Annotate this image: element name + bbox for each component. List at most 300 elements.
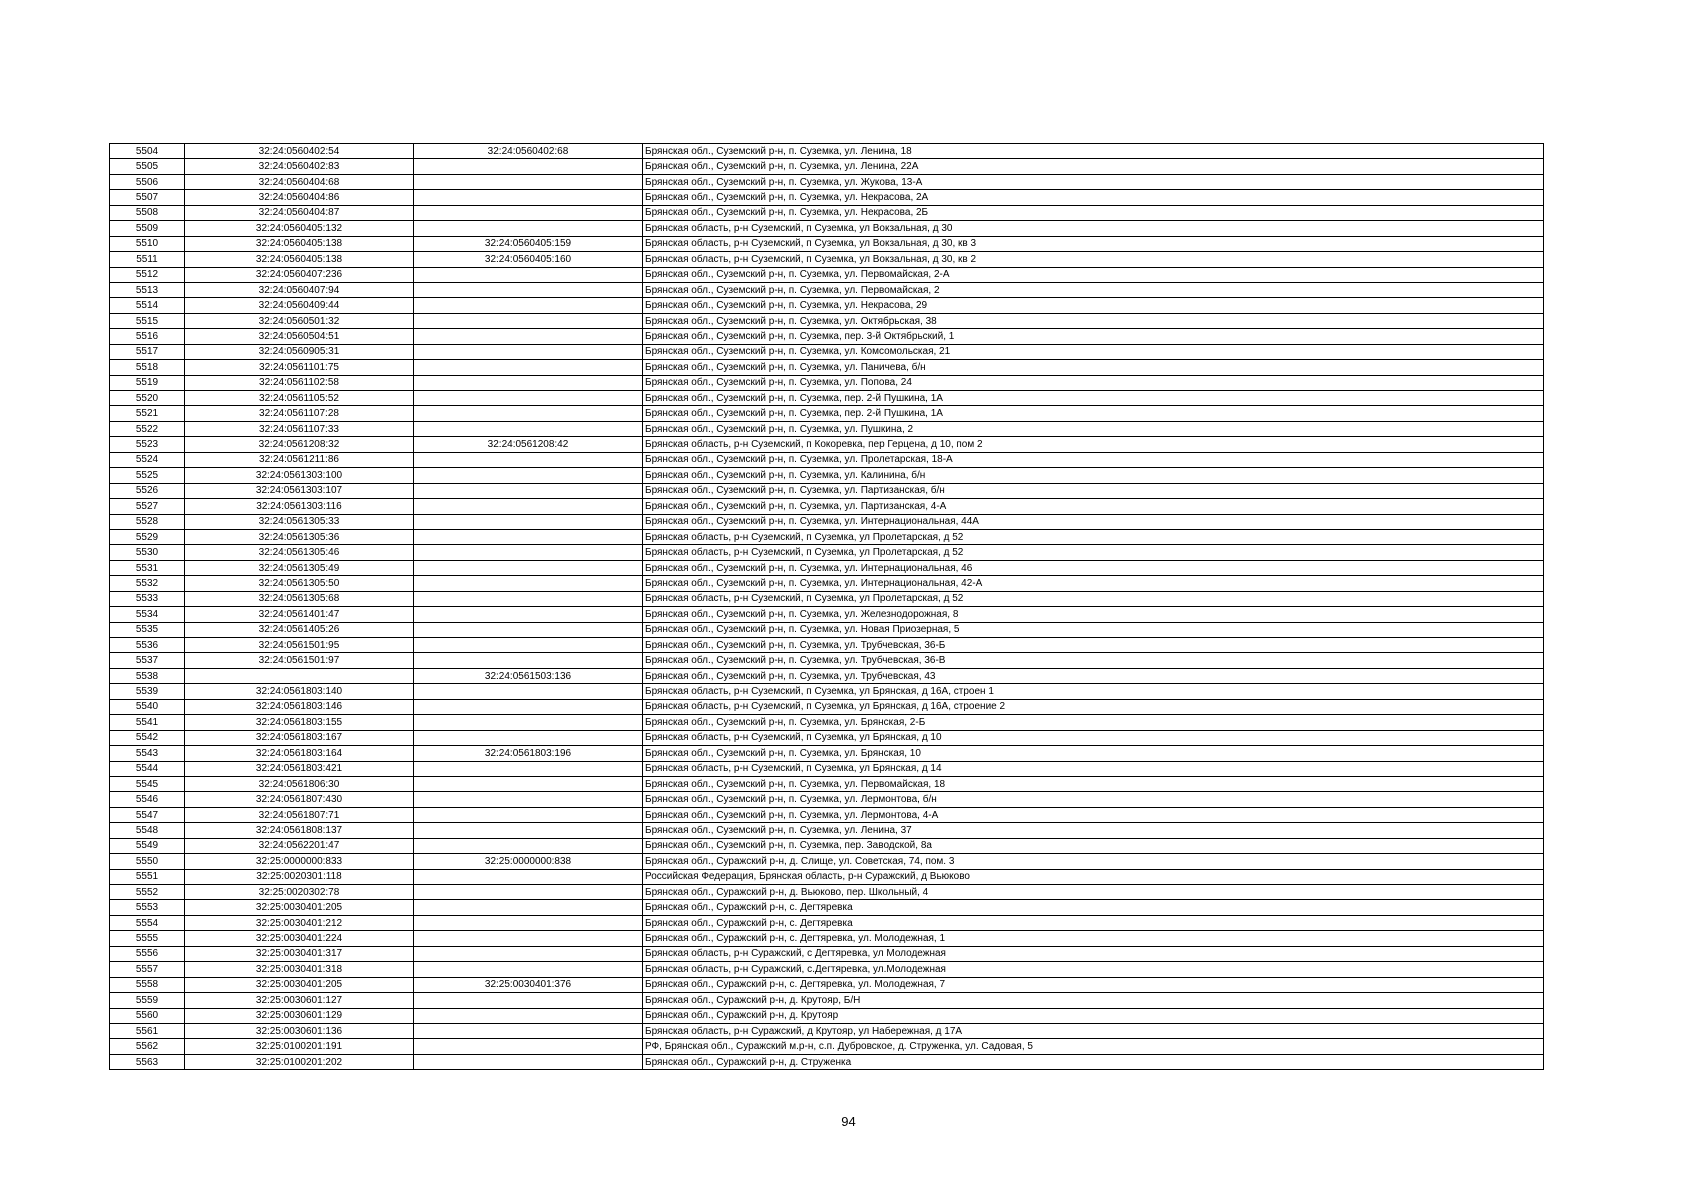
- related-cadastral-number-cell: [414, 638, 643, 653]
- address-cell: Брянская область, р-н Суземский, п Суземка, ул Брянская, д 10: [643, 730, 1544, 745]
- cadastral-number-cell: 32:25:0020302:78: [185, 885, 414, 900]
- related-cadastral-number-cell: [414, 993, 643, 1008]
- table-row: [110, 344, 1544, 359]
- address-cell: Брянская обл., Суземский р-н, п. Суземка, ул. Лермонтова, 4-А: [643, 807, 1544, 822]
- address-cell: Брянская обл., Суземский р-н, п. Суземка, ул. Паничева, б/н: [643, 360, 1544, 375]
- cadastral-number-cell: 32:24:0561303:100: [185, 468, 414, 483]
- address-cell: Брянская обл., Суземский р-н, п. Суземка, ул. Некрасова, 2А: [643, 190, 1544, 205]
- row-number-cell: 5558: [110, 977, 185, 992]
- table-row: [110, 205, 1544, 220]
- address-cell: Брянская обл., Суземский р-н, п. Суземка, ул. Интернациональная, 44А: [643, 514, 1544, 529]
- address-cell: Брянская область, р-н Суземский, п Суземка, ул Брянская, д 14: [643, 761, 1544, 776]
- address-cell: Брянская обл., Суземский р-н, п. Суземка, пер. Заводской, 8а: [643, 838, 1544, 853]
- row-number-cell: 5509: [110, 221, 185, 236]
- table-row: [110, 282, 1544, 297]
- cadastral-number-cell: 32:24:0560404:68: [185, 174, 414, 189]
- cadastral-number-cell: 32:24:0560405:138: [185, 236, 414, 251]
- cadastral-number-cell: 32:24:0561803:140: [185, 684, 414, 699]
- address-cell: Брянская обл., Суражский р-н, с. Дегтяревка: [643, 900, 1544, 915]
- table-row: [110, 421, 1544, 436]
- cadastral-number-cell: 32:24:0561105:52: [185, 391, 414, 406]
- table-row: [110, 468, 1544, 483]
- related-cadastral-number-cell: [414, 823, 643, 838]
- table-row: [110, 236, 1544, 251]
- row-number-cell: 5522: [110, 421, 185, 436]
- cadastral-number-cell: 32:24:0561807:71: [185, 807, 414, 822]
- cadastral-number-cell: 32:24:0561401:47: [185, 607, 414, 622]
- related-cadastral-number-cell: [414, 159, 643, 174]
- address-cell: Брянская обл., Суземский р-н, п. Суземка, ул. Попова, 24: [643, 375, 1544, 390]
- table-row: [110, 221, 1544, 236]
- address-cell: Брянская обл., Суземский р-н, п. Суземка, ул. Ленина, 22А: [643, 159, 1544, 174]
- row-number-cell: 5505: [110, 159, 185, 174]
- row-number-cell: 5504: [110, 144, 185, 159]
- row-number-cell: 5528: [110, 514, 185, 529]
- row-number-cell: 5512: [110, 267, 185, 282]
- row-number-cell: 5553: [110, 900, 185, 915]
- related-cadastral-number-cell: [414, 1039, 643, 1054]
- cadastral-number-cell: 32:25:0030401:205: [185, 900, 414, 915]
- related-cadastral-number-cell: [414, 514, 643, 529]
- table-row: [110, 869, 1544, 884]
- cadastral-number-cell: 32:25:0030401:212: [185, 915, 414, 930]
- cadastral-number-cell: 32:25:0100201:191: [185, 1039, 414, 1054]
- related-cadastral-number-cell: [414, 838, 643, 853]
- address-cell: Брянская область, р-н Суземский, п Суземка, ул Вокзальная, д 30, кв 3: [643, 236, 1544, 251]
- cadastral-number-cell: 32:24:0560405:132: [185, 221, 414, 236]
- cadastral-number-cell: 32:25:0030401:317: [185, 946, 414, 961]
- cadastral-number-cell: 32:24:0561305:49: [185, 560, 414, 575]
- row-number-cell: 5514: [110, 298, 185, 313]
- row-number-cell: 5531: [110, 560, 185, 575]
- address-cell: Брянская обл., Суземский р-н, п. Суземка, ул. Первомайская, 18: [643, 776, 1544, 791]
- cadastral-number-cell: 32:24:0561803:421: [185, 761, 414, 776]
- related-cadastral-number-cell: [414, 946, 643, 961]
- row-number-cell: 5525: [110, 468, 185, 483]
- property-registry-table: [109, 143, 1544, 1070]
- row-number-cell: 5544: [110, 761, 185, 776]
- table-row: [110, 993, 1544, 1008]
- related-cadastral-number-cell: [414, 576, 643, 591]
- cadastral-number-cell: 32:25:0000000:833: [185, 854, 414, 869]
- table-row: [110, 668, 1544, 683]
- related-cadastral-number-cell: [414, 529, 643, 544]
- address-cell: Брянская область, р-н Суземский, п Суземка, ул Пролетарская, д 52: [643, 529, 1544, 544]
- cadastral-number-cell: 32:24:0560905:31: [185, 344, 414, 359]
- row-number-cell: 5511: [110, 252, 185, 267]
- related-cadastral-number-cell: [414, 298, 643, 313]
- address-cell: Брянская область, р-н Суземский, п Суземка, ул Брянская, д 16А, строен 1: [643, 684, 1544, 699]
- related-cadastral-number-cell: [414, 1023, 643, 1038]
- cadastral-number-cell: 32:24:0562201:47: [185, 838, 414, 853]
- table-row: [110, 854, 1544, 869]
- row-number-cell: 5533: [110, 591, 185, 606]
- row-number-cell: 5526: [110, 483, 185, 498]
- table-row: [110, 144, 1544, 159]
- address-cell: Брянская область, р-н Суражский, с.Дегтяревка, ул.Молодежная: [643, 962, 1544, 977]
- table-row: [110, 360, 1544, 375]
- related-cadastral-number-cell: [414, 792, 643, 807]
- address-cell: Брянская обл., Суражский р-н, с. Дегтяревка: [643, 915, 1544, 930]
- related-cadastral-number-cell: [414, 205, 643, 220]
- cadastral-number-cell: 32:24:0560504:51: [185, 329, 414, 344]
- table-row: [110, 684, 1544, 699]
- related-cadastral-number-cell: [414, 391, 643, 406]
- related-cadastral-number-cell: [414, 1054, 643, 1069]
- address-cell: Брянская обл., Суражский р-н, д. Слище, ул. Советская, 74, пом. 3: [643, 854, 1544, 869]
- cadastral-number-cell: 32:24:0560404:87: [185, 205, 414, 220]
- row-number-cell: 5521: [110, 406, 185, 421]
- address-cell: Брянская обл., Суземский р-н, п. Суземка, пер. 2-й Пушкина, 1А: [643, 391, 1544, 406]
- address-cell: Брянская обл., Суземский р-н, п. Суземка, ул. Трубчевская, 36-В: [643, 653, 1544, 668]
- related-cadastral-number-cell: [414, 221, 643, 236]
- row-number-cell: 5539: [110, 684, 185, 699]
- row-number-cell: 5546: [110, 792, 185, 807]
- table-row: [110, 915, 1544, 930]
- table-row: [110, 946, 1544, 961]
- row-number-cell: 5563: [110, 1054, 185, 1069]
- table-row: [110, 638, 1544, 653]
- table-row: [110, 622, 1544, 637]
- table-row: [110, 375, 1544, 390]
- cadastral-number-cell: 32:24:0561803:146: [185, 699, 414, 714]
- related-cadastral-number-cell: [414, 267, 643, 282]
- table-row: [110, 545, 1544, 560]
- related-cadastral-number-cell: [414, 468, 643, 483]
- row-number-cell: 5556: [110, 946, 185, 961]
- address-cell: Брянская обл., Суземский р-н, п. Суземка, ул. Калинина, б/н: [643, 468, 1544, 483]
- cadastral-number-cell: 32:24:0561807:430: [185, 792, 414, 807]
- cadastral-number-cell: 32:24:0561803:167: [185, 730, 414, 745]
- table-row: [110, 962, 1544, 977]
- row-number-cell: 5524: [110, 452, 185, 467]
- table-row: [110, 514, 1544, 529]
- table-row: [110, 776, 1544, 791]
- row-number-cell: 5538: [110, 668, 185, 683]
- address-cell: Брянская обл., Суземский р-н, п. Суземка, ул. Партизанская, 4-А: [643, 499, 1544, 514]
- row-number-cell: 5550: [110, 854, 185, 869]
- table-row: [110, 406, 1544, 421]
- cadastral-number-cell: 32:24:0560402:83: [185, 159, 414, 174]
- row-number-cell: 5559: [110, 993, 185, 1008]
- table-row: [110, 807, 1544, 822]
- related-cadastral-number-cell: [414, 900, 643, 915]
- cadastral-number-cell: 32:25:0030601:136: [185, 1023, 414, 1038]
- row-number-cell: 5516: [110, 329, 185, 344]
- table-row: [110, 699, 1544, 714]
- related-cadastral-number-cell: [414, 761, 643, 776]
- table-row: [110, 576, 1544, 591]
- table-row: [110, 607, 1544, 622]
- cadastral-number-cell: 32:24:0561803:164: [185, 746, 414, 761]
- related-cadastral-number-cell: [414, 715, 643, 730]
- related-cadastral-number-cell: [414, 545, 643, 560]
- cadastral-number-cell: 32:24:0561102:58: [185, 375, 414, 390]
- table-body: [110, 144, 1544, 1070]
- row-number-cell: 5549: [110, 838, 185, 853]
- address-cell: Брянская обл., Суземский р-н, п. Суземка, пер. 2-й Пушкина, 1А: [643, 406, 1544, 421]
- table-row: [110, 653, 1544, 668]
- related-cadastral-number-cell: [414, 1008, 643, 1023]
- cadastral-number-cell: 32:25:0020301:118: [185, 869, 414, 884]
- related-cadastral-number-cell: [414, 375, 643, 390]
- row-number-cell: 5554: [110, 915, 185, 930]
- address-cell: Брянская обл., Суземский р-н, п. Суземка, ул. Некрасова, 2Б: [643, 205, 1544, 220]
- row-number-cell: 5560: [110, 1008, 185, 1023]
- address-cell: Брянская обл., Суземский р-н, п. Суземка, пер. 3-й Октябрьский, 1: [643, 329, 1544, 344]
- address-cell: Брянская обл., Суземский р-н, п. Суземка, ул. Брянская, 10: [643, 746, 1544, 761]
- related-cadastral-number-cell: [414, 915, 643, 930]
- address-cell: Брянская обл., Суземский р-н, п. Суземка, ул. Железнодорожная, 8: [643, 607, 1544, 622]
- related-cadastral-number-cell: [414, 406, 643, 421]
- table-row: [110, 977, 1544, 992]
- address-cell: Брянская обл., Суземский р-н, п. Суземка, ул. Комсомольская, 21: [643, 344, 1544, 359]
- cadastral-number-cell: 32:24:0561305:50: [185, 576, 414, 591]
- cadastral-number-cell: 32:24:0560402:54: [185, 144, 414, 159]
- row-number-cell: 5547: [110, 807, 185, 822]
- table-row: [110, 529, 1544, 544]
- address-cell: Брянская обл., Суземский р-н, п. Суземка, ул. Пушкина, 2: [643, 421, 1544, 436]
- table-row: [110, 174, 1544, 189]
- row-number-cell: 5540: [110, 699, 185, 714]
- address-cell: Брянская обл., Суземский р-н, п. Суземка, ул. Трубчевская, 36-Б: [643, 638, 1544, 653]
- row-number-cell: 5562: [110, 1039, 185, 1054]
- address-cell: Брянская обл., Суземский р-н, п. Суземка, ул. Жукова, 13-А: [643, 174, 1544, 189]
- row-number-cell: 5557: [110, 962, 185, 977]
- address-cell: Брянская обл., Суземский р-н, п. Суземка, ул. Первомайская, 2-А: [643, 267, 1544, 282]
- related-cadastral-number-cell: [414, 483, 643, 498]
- address-cell: Брянская обл., Суземский р-н, п. Суземка, ул. Ленина, 37: [643, 823, 1544, 838]
- cadastral-number-cell: 32:25:0030401:224: [185, 931, 414, 946]
- related-cadastral-number-cell: [414, 560, 643, 575]
- cadastral-number-cell: 32:24:0561305:36: [185, 529, 414, 544]
- related-cadastral-number-cell: 32:24:0561803:196: [414, 746, 643, 761]
- row-number-cell: 5535: [110, 622, 185, 637]
- table-row: [110, 560, 1544, 575]
- address-cell: Брянская область, р-н Суземский, п Суземка, ул Вокзальная, д 30: [643, 221, 1544, 236]
- related-cadastral-number-cell: [414, 962, 643, 977]
- related-cadastral-number-cell: [414, 499, 643, 514]
- cadastral-number-cell: 32:24:0560501:32: [185, 313, 414, 328]
- row-number-cell: 5520: [110, 391, 185, 406]
- cadastral-number-cell: 32:24:0560407:94: [185, 282, 414, 297]
- table-row: [110, 885, 1544, 900]
- row-number-cell: 5508: [110, 205, 185, 220]
- table-row: [110, 838, 1544, 853]
- related-cadastral-number-cell: [414, 776, 643, 791]
- row-number-cell: 5510: [110, 236, 185, 251]
- table-row: [110, 252, 1544, 267]
- address-cell: Брянская область, р-н Суражский, д Крутояр, ул Набережная, д 17А: [643, 1023, 1544, 1038]
- related-cadastral-number-cell: 32:25:0030401:376: [414, 977, 643, 992]
- table-row: [110, 437, 1544, 452]
- table-row: [110, 1054, 1544, 1069]
- row-number-cell: 5532: [110, 576, 185, 591]
- address-cell: Брянская обл., Суземский р-н, п. Суземка, ул. Интернациональная, 42-А: [643, 576, 1544, 591]
- related-cadastral-number-cell: 32:24:0560405:159: [414, 236, 643, 251]
- related-cadastral-number-cell: [414, 591, 643, 606]
- address-cell: Брянская обл., Суражский р-н, с. Дегтяревка, ул. Молодежная, 7: [643, 977, 1544, 992]
- cadastral-number-cell: 32:24:0561808:137: [185, 823, 414, 838]
- related-cadastral-number-cell: [414, 869, 643, 884]
- address-cell: Брянская обл., Суражский р-н, с. Дегтяревка, ул. Молодежная, 1: [643, 931, 1544, 946]
- related-cadastral-number-cell: [414, 174, 643, 189]
- address-cell: Брянская обл., Суземский р-н, п. Суземка, ул. Лермонтова, б/н: [643, 792, 1544, 807]
- cadastral-number-cell: 32:24:0561107:28: [185, 406, 414, 421]
- address-cell: Брянская обл., Суземский р-н, п. Суземка, ул. Пролетарская, 18-А: [643, 452, 1544, 467]
- address-cell: Брянская обл., Суземский р-н, п. Суземка, ул. Новая Приозерная, 5: [643, 622, 1544, 637]
- related-cadastral-number-cell: [414, 730, 643, 745]
- table-row: [110, 452, 1544, 467]
- address-cell: Брянская обл., Суземский р-н, п. Суземка, ул. Первомайская, 2: [643, 282, 1544, 297]
- table-row: [110, 715, 1544, 730]
- related-cadastral-number-cell: 32:24:0561208:42: [414, 437, 643, 452]
- row-number-cell: 5530: [110, 545, 185, 560]
- cadastral-number-cell: 32:25:0100201:202: [185, 1054, 414, 1069]
- cadastral-number-cell: 32:25:0030601:129: [185, 1008, 414, 1023]
- table-row: [110, 823, 1544, 838]
- cadastral-number-cell: 32:25:0030401:205: [185, 977, 414, 992]
- table-row: [110, 391, 1544, 406]
- related-cadastral-number-cell: [414, 313, 643, 328]
- related-cadastral-number-cell: [414, 931, 643, 946]
- table-row: [110, 1008, 1544, 1023]
- address-cell: Брянская обл., Суражский р-н, д. Крутояр, Б/Н: [643, 993, 1544, 1008]
- table-row: [110, 730, 1544, 745]
- related-cadastral-number-cell: 32:24:0560405:160: [414, 252, 643, 267]
- address-cell: Брянская область, р-н Суземский, п Суземка, ул Пролетарская, д 52: [643, 545, 1544, 560]
- row-number-cell: 5561: [110, 1023, 185, 1038]
- cadastral-number-cell: 32:24:0561305:46: [185, 545, 414, 560]
- cadastral-number-cell: 32:24:0561305:33: [185, 514, 414, 529]
- address-cell: Брянская обл., Суражский р-н, д. Вьюково, пер. Школьный, 4: [643, 885, 1544, 900]
- address-cell: Брянская обл., Суземский р-н, п. Суземка, ул. Трубчевская, 43: [643, 668, 1544, 683]
- address-cell: Брянская область, р-н Суземский, п Суземка, ул Брянская, д 16А, строение 2: [643, 699, 1544, 714]
- cadastral-number-cell: 32:24:0561501:95: [185, 638, 414, 653]
- related-cadastral-number-cell: [414, 607, 643, 622]
- address-cell: Брянская обл., Суземский р-н, п. Суземка, ул. Некрасова, 29: [643, 298, 1544, 313]
- cadastral-number-cell: 32:24:0560409:44: [185, 298, 414, 313]
- cadastral-number-cell: 32:24:0561208:32: [185, 437, 414, 452]
- cadastral-number-cell: 32:24:0561211:86: [185, 452, 414, 467]
- row-number-cell: 5555: [110, 931, 185, 946]
- cadastral-number-cell: 32:24:0561303:107: [185, 483, 414, 498]
- cadastral-number-cell: [185, 668, 414, 683]
- table-row: [110, 190, 1544, 205]
- cadastral-number-cell: 32:24:0561305:68: [185, 591, 414, 606]
- row-number-cell: 5507: [110, 190, 185, 205]
- table-row: [110, 591, 1544, 606]
- cadastral-number-cell: 32:25:0030401:318: [185, 962, 414, 977]
- address-cell: Брянская область, р-н Суземский, п Кокоревка, пер Герцена, д 10, пом 2: [643, 437, 1544, 452]
- cadastral-number-cell: 32:24:0561107:33: [185, 421, 414, 436]
- row-number-cell: 5518: [110, 360, 185, 375]
- table-row: [110, 313, 1544, 328]
- table-row: [110, 931, 1544, 946]
- related-cadastral-number-cell: [414, 653, 643, 668]
- row-number-cell: 5519: [110, 375, 185, 390]
- row-number-cell: 5541: [110, 715, 185, 730]
- related-cadastral-number-cell: [414, 885, 643, 900]
- related-cadastral-number-cell: [414, 190, 643, 205]
- related-cadastral-number-cell: [414, 452, 643, 467]
- table-row: [110, 761, 1544, 776]
- table-row: [110, 746, 1544, 761]
- row-number-cell: 5534: [110, 607, 185, 622]
- address-cell: Брянская обл., Суземский р-н, п. Суземка, ул. Ленина, 18: [643, 144, 1544, 159]
- cadastral-number-cell: 32:25:0030601:127: [185, 993, 414, 1008]
- table-row: [110, 1039, 1544, 1054]
- address-cell: Российская Федерация, Брянская область, р-н Суражский, д Вьюково: [643, 869, 1544, 884]
- table-row: [110, 267, 1544, 282]
- row-number-cell: 5536: [110, 638, 185, 653]
- row-number-cell: 5552: [110, 885, 185, 900]
- row-number-cell: 5537: [110, 653, 185, 668]
- table-row: [110, 1023, 1544, 1038]
- related-cadastral-number-cell: [414, 699, 643, 714]
- related-cadastral-number-cell: [414, 360, 643, 375]
- cadastral-number-cell: 32:24:0561501:97: [185, 653, 414, 668]
- related-cadastral-number-cell: 32:24:0560402:68: [414, 144, 643, 159]
- cadastral-number-cell: 32:24:0560407:236: [185, 267, 414, 282]
- row-number-cell: 5551: [110, 869, 185, 884]
- related-cadastral-number-cell: [414, 684, 643, 699]
- row-number-cell: 5542: [110, 730, 185, 745]
- related-cadastral-number-cell: [414, 622, 643, 637]
- cadastral-number-cell: 32:24:0560405:138: [185, 252, 414, 267]
- related-cadastral-number-cell: [414, 329, 643, 344]
- address-cell: Брянская область, р-н Суражский, с Дегтяревка, ул Молодежная: [643, 946, 1544, 961]
- table-row: [110, 159, 1544, 174]
- row-number-cell: 5513: [110, 282, 185, 297]
- cadastral-number-cell: 32:24:0561101:75: [185, 360, 414, 375]
- cadastral-number-cell: 32:24:0561803:155: [185, 715, 414, 730]
- table-row: [110, 298, 1544, 313]
- table-row: [110, 329, 1544, 344]
- address-cell: Брянская обл., Суземский р-н, п. Суземка, ул. Октябрьская, 38: [643, 313, 1544, 328]
- cadastral-number-cell: 32:24:0561405:26: [185, 622, 414, 637]
- address-cell: РФ, Брянская обл., Суражский м.р-н, с.п. Дубровское, д. Струженка, ул. Садовая, 5: [643, 1039, 1544, 1054]
- row-number-cell: 5529: [110, 529, 185, 544]
- table-row: [110, 499, 1544, 514]
- related-cadastral-number-cell: [414, 282, 643, 297]
- table-row: [110, 792, 1544, 807]
- row-number-cell: 5545: [110, 776, 185, 791]
- row-number-cell: 5527: [110, 499, 185, 514]
- address-cell: Брянская обл., Суземский р-н, п. Суземка, ул. Интернациональная, 46: [643, 560, 1544, 575]
- row-number-cell: 5515: [110, 313, 185, 328]
- row-number-cell: 5506: [110, 174, 185, 189]
- related-cadastral-number-cell: [414, 344, 643, 359]
- page-number: 94: [841, 1114, 856, 1129]
- row-number-cell: 5517: [110, 344, 185, 359]
- cadastral-number-cell: 32:24:0561806:30: [185, 776, 414, 791]
- table-row: [110, 483, 1544, 498]
- cadastral-number-cell: 32:24:0560404:86: [185, 190, 414, 205]
- row-number-cell: 5523: [110, 437, 185, 452]
- related-cadastral-number-cell: 32:24:0561503:136: [414, 668, 643, 683]
- row-number-cell: 5548: [110, 823, 185, 838]
- row-number-cell: 5543: [110, 746, 185, 761]
- address-cell: Брянская область, р-н Суземский, п Суземка, ул Пролетарская, д 52: [643, 591, 1544, 606]
- address-cell: Брянская обл., Суземский р-н, п. Суземка, ул. Брянская, 2-Б: [643, 715, 1544, 730]
- address-cell: Брянская обл., Суражский р-н, д. Крутояр: [643, 1008, 1544, 1023]
- related-cadastral-number-cell: [414, 421, 643, 436]
- cadastral-number-cell: 32:24:0561303:116: [185, 499, 414, 514]
- table-row: [110, 900, 1544, 915]
- related-cadastral-number-cell: [414, 807, 643, 822]
- related-cadastral-number-cell: 32:25:0000000:838: [414, 854, 643, 869]
